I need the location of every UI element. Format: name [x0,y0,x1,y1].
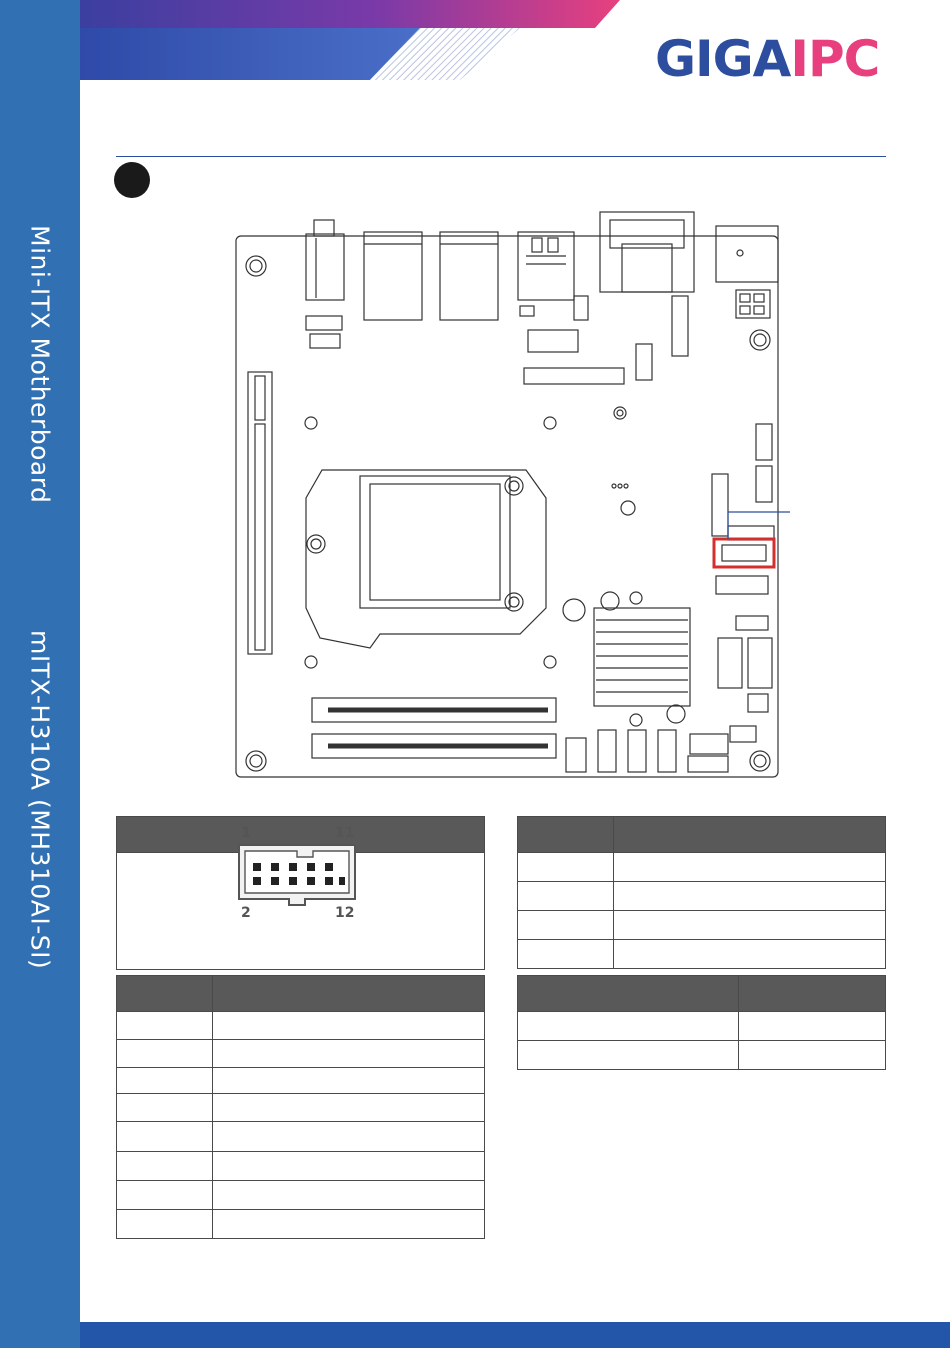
table-row [518,882,886,911]
table-header-cell [518,817,614,853]
table-row [518,1041,886,1070]
table-header-cell [117,976,213,1012]
table-row [117,1152,485,1181]
footer-bar [80,1322,950,1348]
connector-pinout-panel [116,816,485,970]
gigaipc-logo [655,30,879,88]
table-row [518,853,886,882]
sidebar-model: mITX-H310A (MH310AI-SI) [25,630,55,970]
table-row [117,1012,485,1040]
table-header-cell [518,976,739,1012]
sidebar-product-family: Mini-ITX Motherboard [25,225,55,504]
table-header-cell [739,976,886,1012]
pin-label-11: 11 [335,825,355,841]
table-row [117,1210,485,1239]
table-row [518,1012,886,1041]
section-bullet [114,162,150,198]
pin-label-2: 2 [241,905,251,921]
table-row [117,1122,485,1152]
sidebar [0,0,80,1348]
right-top-table [517,816,886,969]
table-row [117,1094,485,1122]
section-divider [116,156,886,157]
table-row [117,1068,485,1094]
table-header-cell [614,817,886,853]
left-pin-table [116,975,485,1239]
table-row [518,940,886,969]
header-decoration [80,0,620,80]
table-row [518,911,886,940]
pin-label-12: 12 [335,905,355,921]
table-row [117,1040,485,1068]
table-row [117,1181,485,1210]
table-header-cell [213,976,485,1012]
right-bottom-table [517,975,886,1070]
motherboard-layout-diagram [230,208,790,792]
pin-label-1: 1 [241,825,251,841]
logo-giga: GIGA [655,30,791,88]
logo-ipc: IPC [790,30,880,88]
